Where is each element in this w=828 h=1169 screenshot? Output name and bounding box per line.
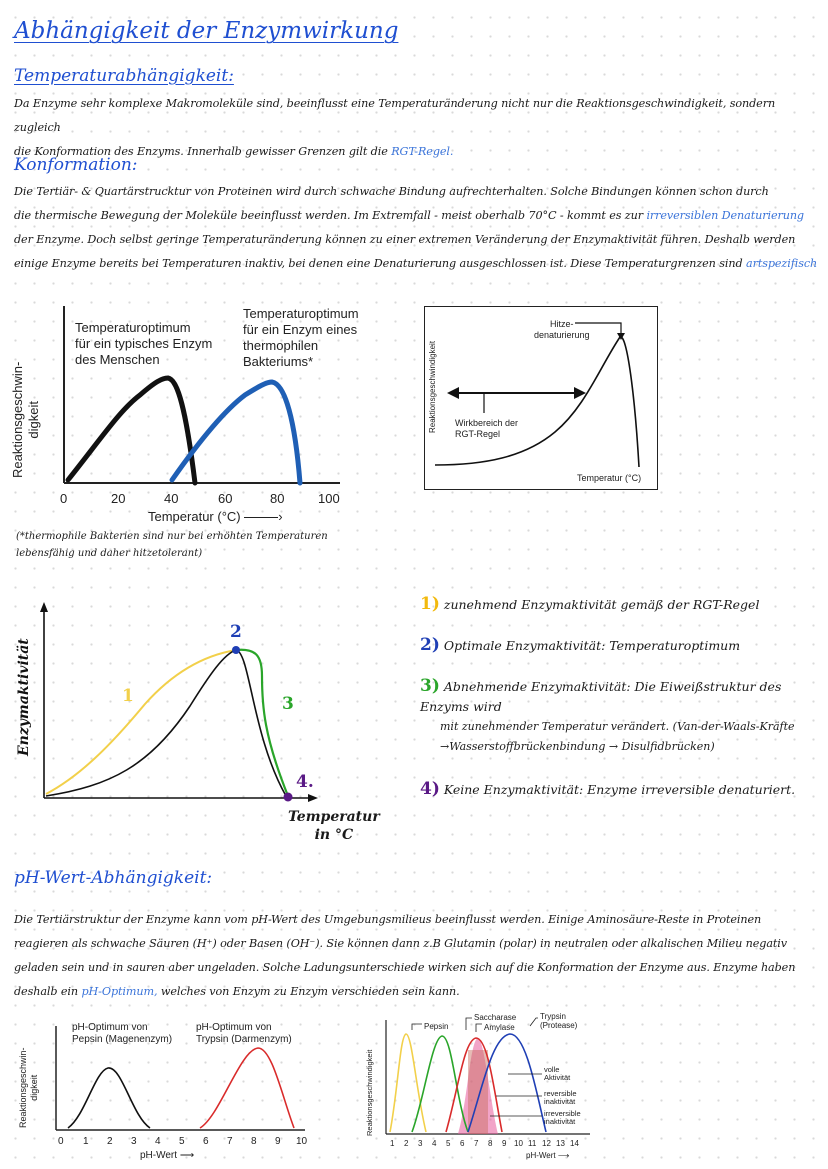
activity-curve [46,650,286,796]
chart1-tick: 80 [270,491,285,506]
temperature-line-2: die Konformation des Enzyms. Innerhalb gewisser Grenzen gilt die RGT-Regel. [14,145,454,158]
legend-item-4: 4) Keine Enzymaktivität: Enzyme irreversible denaturiert. [420,779,796,799]
marker-3: 3 [282,694,294,714]
saccharase-green-curve [412,1036,468,1132]
denatured-point [284,793,293,802]
chart2-curve [435,337,639,467]
conformation-line-2: die thermische Bewegung der Moleküle beeinflusst werden. Im Extremfall - meist oberhalb 70°C - kommt es zur irreversiblen Denaturierung [14,209,804,222]
chart3-y-label: Enzymaktivität [16,638,32,756]
label-pepsin: Pepsin [424,1022,449,1031]
chart-heat-denaturation [424,306,658,490]
ph-paragraph [14,908,819,1004]
chart2-y-label: Reaktionsgeschwindigkeit [428,340,437,433]
temperature-heading: Temperaturabhängigkeit: [14,66,234,86]
label-trypsin: Trypsin (Protease) [540,1012,578,1030]
chart4-label-pepsin: pH-Optimum von Pepsin (Magenenzym) [72,1022,173,1045]
chart4-x-label: pH-Wert ⟶ [140,1150,195,1161]
chart1-tick: 40 [164,491,179,506]
ph-line-2: reagieren als schwache Säuren (H⁺) oder Basen (OH⁻). Sie können dann z.B Glutamin (polar) in neutralen oder alkalischen Milieu negativ [14,937,788,950]
chart1-footnote: (*thermophile Bakterien sind nur bei erhöhten Temperaturen lebensfähig und daher hitzetolerant) [16,531,328,559]
marker-1: 1 [122,686,134,706]
chart2-x-label: Temperatur (°C) [577,473,642,483]
conformation-line-4: einige Enzyme bereits bei Temperaturen inaktiv, bei denen eine Denaturierung ausgeschlossen ist. Diese Temperaturgrenzen sind artspezifisch [14,257,818,270]
rgt-rule-link: RGT-Regel. [391,145,454,158]
chart4-label-trypsin: pH-Optimum von Trypsin (Darmenzym) [196,1022,292,1045]
legend-item-2: 2) Optimale Enzymaktivität: Temperaturoptimum [420,635,741,655]
chart2-peak-label: Hitze- denaturierung [534,319,590,340]
conformation-line-3: der Enzyme. Doch selbst geringe Temperaturänderung können zu einer extremen Veränderung der Enzymaktivität führen. Deshalb werden [14,233,796,246]
chart1-annotation-thermophile: Temperaturoptimum für ein Enzym eines thermophilen Bakteriums* [243,306,359,369]
temperature-paragraph [14,92,819,164]
activity-legend [420,594,820,800]
chart1-ticks [60,491,350,507]
chart1-tick: 100 [318,491,340,506]
chart-ph-multi-enzyme [360,1010,620,1166]
chart5-x-label: pH-Wert ⟶ [526,1151,570,1160]
ph-line-3: geladen sein und in sauren aber ungeladen. Solche Ladungsunterschiede wirken sich auf die Konformation der Enzyme aus. Enzyme haben [14,961,796,974]
chart4-ticks: 0 1 2 3 4 5 6 7 8 9 10 [58,1136,308,1147]
chart2-range-label: Wirkbereich der RGT-Regel [455,418,519,439]
pepsin-curve [68,1068,150,1128]
chart1-tick: 0 [60,491,68,506]
conformation-paragraph [14,180,819,276]
ph-line-4: deshalb ein pH-Optimum, welches von Enzym zu Enzym verschieden sein kann. [14,985,460,998]
marker-2: 2 [230,622,242,642]
pepsin-curve-multi [390,1034,426,1132]
marker-4: 4. [296,772,314,792]
chart1-annotation-human: Temperaturoptimum für ein typisches Enzym des Menschen [75,320,213,367]
chart-ph-optimum [0,1016,330,1166]
ph-heading: pH-Wert-Abhängigkeit: [14,868,213,888]
temperature-line-1: Da Enzyme sehr komplexe Makromoleküle sind, beeinflusst eine Temperaturänderung nicht nur die Reaktionsgeschwindigkeit, sondern zugleich [14,97,776,134]
chart1-tick: 20 [111,491,126,506]
phase1-curve [46,650,236,794]
legend-item-3: 3) Abnehmende Enzymaktivität: Die Eiweißstruktur des Enzyms wird mit zunehmender Temperatur verändert. (Van-der-Waals-Kräfte →Wasserstoffbrückenbindung → Disulfidbrücken) [420,676,795,753]
chart3-x-label: Temperatur in °C [288,809,380,843]
label-irreversible: irreversible inaktivität [544,1109,581,1126]
phase3-curve [236,650,288,796]
label-reversible: reversible inaktivität [544,1089,577,1106]
optimum-point [232,646,240,654]
legend-item-1: 1) zunehmend Enzymaktivität gemäß der RGT-Regel [420,594,760,614]
chart5-ticks: 1 2 3 4 5 6 7 8 9 10 11 12 13 14 [390,1139,579,1148]
chart4-y-label: Reaktionsgeschwin- digkeit [18,1047,39,1128]
chart1-y-label: Reaktionsgeschwin- digkeit [10,361,41,478]
chart-enzyme-activity [0,596,400,856]
chart-temperature-optimum [0,290,400,580]
ph-line-1: Die Tertiärstruktur der Enzyme kann vom pH-Wert des Umgebungsmilieus beeinflusst werden. Einige Aminosäure-Reste in Proteinen [14,913,762,926]
label-saccharase: Saccharase [474,1013,517,1022]
chart5-y-label: Reaktionsgeschwindigkeit [365,1049,374,1136]
label-full-activity: volle Aktivität [544,1065,571,1082]
human-enzyme-curve [68,378,195,483]
page-title: Abhängigkeit der Enzymwirkung [14,18,399,44]
chart1-tick: 60 [218,491,233,506]
chart1-x-label: Temperatur (°C) › [148,509,283,524]
label-amylase: Amylase [484,1023,515,1032]
rgt-arrow-left-head [447,387,459,399]
conformation-heading: Konformation: [14,155,138,175]
conformation-line-1: Die Tertiär- & Quartärstrucktur von Proteinen wird durch schwache Bindung aufrechterhalten. Solche Bindungen können schon durch [14,185,769,198]
trypsin-curve [200,1048,294,1128]
